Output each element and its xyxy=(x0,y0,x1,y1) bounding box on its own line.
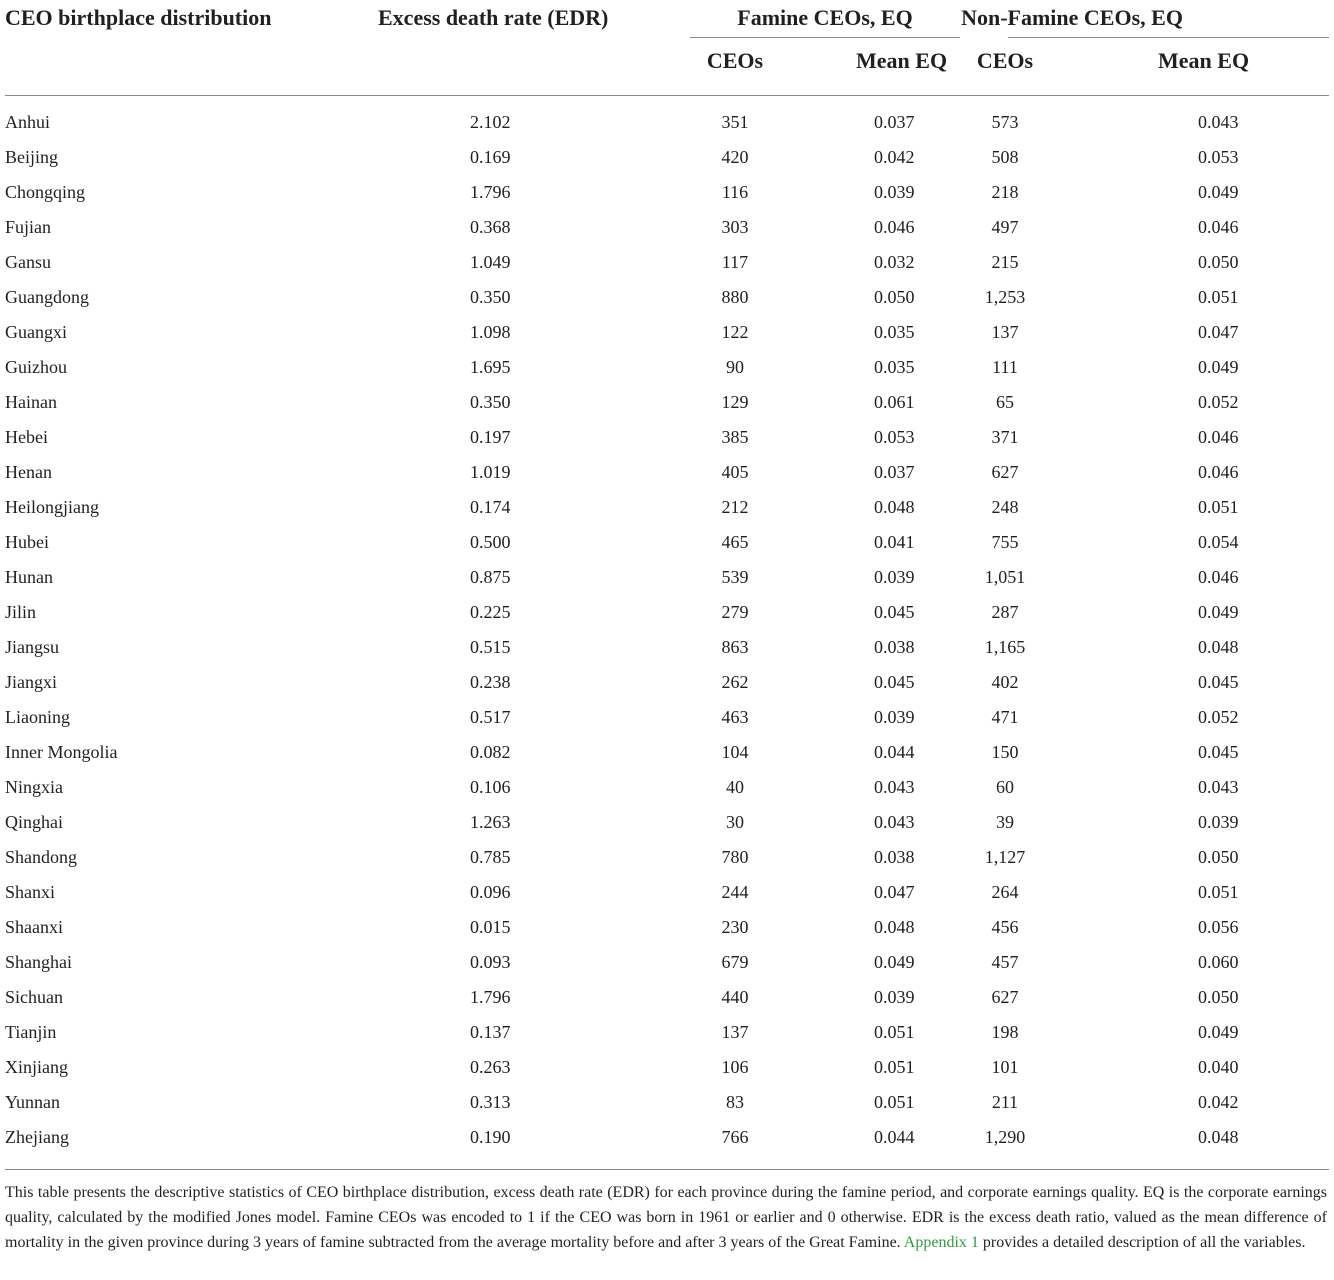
famine-ceos-cell: 420 xyxy=(721,147,749,167)
province-cell: Heilongjiang xyxy=(5,497,99,517)
non-famine-ceos-cell: 627 xyxy=(991,462,1019,482)
non-famine-ceos-cell: 1,127 xyxy=(984,847,1026,867)
province-cell: Xinjiang xyxy=(5,1057,68,1077)
non-famine-ceos-cell: 150 xyxy=(991,742,1019,762)
famine-ceos-cell: 244 xyxy=(721,882,749,902)
province-cell: Sichuan xyxy=(5,987,63,1007)
header-famine-group xyxy=(700,0,960,36)
province-cell: Shanghai xyxy=(5,952,72,972)
non-famine-ceos-cell: 137 xyxy=(991,322,1019,342)
famine-mean-eq-cell: 0.051 xyxy=(874,1057,915,1077)
province-cell: Hainan xyxy=(5,392,57,412)
header-famine-group-label: Famine CEOs, EQ xyxy=(737,5,913,30)
famine-ceos-cell: 405 xyxy=(721,462,749,482)
edr-cell: 1.049 xyxy=(470,252,511,272)
non-famine-mean-eq-cell: 0.048 xyxy=(1198,637,1239,657)
province-cell: Hubei xyxy=(5,532,49,552)
header-non-famine-group-label: Non-Famine CEOs, EQ xyxy=(961,5,1183,30)
non-famine-mean-eq-cell: 0.046 xyxy=(1198,462,1239,482)
famine-ceos-cell: 106 xyxy=(721,1057,749,1077)
table-row xyxy=(0,910,1334,945)
province-cell: Shandong xyxy=(5,847,77,867)
famine-ceos-cell: 351 xyxy=(721,112,749,132)
non-famine-ceos-cell: 287 xyxy=(991,602,1019,622)
non-famine-mean-eq-cell: 0.042 xyxy=(1198,1092,1239,1112)
non-famine-ceos-cell: 211 xyxy=(991,1092,1019,1112)
famine-mean-eq-cell: 0.045 xyxy=(874,672,915,692)
famine-ceos-cell: 880 xyxy=(721,287,749,307)
non-famine-mean-eq-cell: 0.039 xyxy=(1198,812,1239,832)
edr-cell: 1.695 xyxy=(470,357,511,377)
famine-ceos-cell: 122 xyxy=(721,322,749,342)
famine-ceos-cell: 863 xyxy=(721,637,749,657)
non-famine-mean-eq-cell: 0.048 xyxy=(1198,1127,1239,1147)
table-row xyxy=(0,105,1334,140)
famine-mean-eq-cell: 0.045 xyxy=(874,602,915,622)
edr-cell: 0.096 xyxy=(470,882,511,902)
famine-ceos-cell: 137 xyxy=(721,1022,749,1042)
non-famine-ceos-cell: 101 xyxy=(991,1057,1019,1077)
non-famine-ceos-cell: 471 xyxy=(991,707,1019,727)
table-row xyxy=(0,770,1334,805)
famine-ceos-cell: 465 xyxy=(721,532,749,552)
non-famine-mean-eq-cell: 0.043 xyxy=(1198,112,1239,132)
non-famine-mean-eq-cell: 0.050 xyxy=(1198,847,1239,867)
non-famine-mean-eq-cell: 0.040 xyxy=(1198,1057,1239,1077)
non-famine-ceos-cell: 1,051 xyxy=(984,567,1026,587)
edr-cell: 0.015 xyxy=(470,917,511,937)
non-famine-ceos-cell: 457 xyxy=(991,952,1019,972)
edr-cell: 0.082 xyxy=(470,742,511,762)
non-famine-group-rule xyxy=(1008,37,1329,38)
famine-ceos-cell: 679 xyxy=(721,952,749,972)
edr-cell: 0.174 xyxy=(470,497,511,517)
non-famine-ceos-cell: 111 xyxy=(992,357,1018,377)
table-row xyxy=(0,945,1334,980)
famine-mean-eq-cell: 0.039 xyxy=(874,707,915,727)
non-famine-ceos-cell: 60 xyxy=(996,777,1014,797)
table-row xyxy=(0,1015,1334,1050)
famine-ceos-cell: 539 xyxy=(721,567,749,587)
famine-mean-eq-cell: 0.039 xyxy=(874,182,915,202)
non-famine-ceos-cell: 65 xyxy=(996,392,1014,412)
non-famine-mean-eq-cell: 0.056 xyxy=(1198,917,1239,937)
province-cell: Gansu xyxy=(5,252,51,272)
table-row xyxy=(0,280,1334,315)
non-famine-mean-eq-cell: 0.046 xyxy=(1198,427,1239,447)
header-non-famine-ceos: CEOs xyxy=(976,48,1034,73)
non-famine-mean-eq-cell: 0.043 xyxy=(1198,777,1239,797)
edr-cell: 1.796 xyxy=(470,182,511,202)
famine-mean-eq-cell: 0.047 xyxy=(874,882,915,902)
province-cell: Hunan xyxy=(5,567,53,587)
table-row xyxy=(0,840,1334,875)
table-row xyxy=(0,595,1334,630)
famine-ceos-cell: 129 xyxy=(721,392,749,412)
non-famine-ceos-cell: 402 xyxy=(991,672,1019,692)
famine-ceos-cell: 385 xyxy=(721,427,749,447)
famine-ceos-cell: 230 xyxy=(721,917,749,937)
province-cell: Chongqing xyxy=(5,182,86,202)
non-famine-mean-eq-cell: 0.049 xyxy=(1198,602,1239,622)
table-row xyxy=(0,175,1334,210)
table-row xyxy=(0,1050,1334,1085)
non-famine-ceos-cell: 755 xyxy=(991,532,1019,552)
province-cell: Guizhou xyxy=(5,357,67,377)
province-cell: Jilin xyxy=(5,602,37,622)
non-famine-ceos-cell: 248 xyxy=(991,497,1019,517)
province-cell: Shanxi xyxy=(5,882,56,902)
header-edr: Excess death rate (EDR) xyxy=(378,5,609,30)
famine-mean-eq-cell: 0.061 xyxy=(874,392,915,412)
famine-mean-eq-cell: 0.042 xyxy=(874,147,915,167)
non-famine-mean-eq-cell: 0.053 xyxy=(1198,147,1239,167)
non-famine-ceos-cell: 456 xyxy=(991,917,1019,937)
footnote-text: This table presents the descriptive statistics of CEO birthplace distribution, excess death rate (EDR) for each province during the famine period, and corporate earnings quality. EQ is the corporate earnings quality, calculated by the modified Jones model. Famine CEOs was encoded to 1 if the CEO was born in 1961 or earlier and 0 otherwise. EDR is the excess death ratio, valued as the mean difference of mortality in the given province during 3 years of famine subtracted from the average mortality before and after 3 years of the Great Famine. xyxy=(5,1184,1327,1251)
non-famine-ceos-cell: 573 xyxy=(991,112,1019,132)
province-cell: Anhui xyxy=(5,112,50,132)
edr-cell: 0.238 xyxy=(470,672,511,692)
non-famine-ceos-cell: 371 xyxy=(991,427,1019,447)
non-famine-mean-eq-cell: 0.051 xyxy=(1198,882,1239,902)
non-famine-ceos-cell: 1,253 xyxy=(984,287,1026,307)
edr-cell: 0.875 xyxy=(470,567,511,587)
footer-rule xyxy=(5,1169,1329,1170)
province-cell: Zhejiang xyxy=(5,1127,69,1147)
famine-mean-eq-cell: 0.037 xyxy=(874,112,915,132)
table-row xyxy=(0,350,1334,385)
edr-cell: 1.098 xyxy=(470,322,511,342)
footnote-tail: provides a detailed description of all the variables. xyxy=(982,1234,1306,1251)
famine-ceos-cell: 279 xyxy=(721,602,749,622)
table-row xyxy=(0,805,1334,840)
non-famine-mean-eq-cell: 0.052 xyxy=(1198,392,1239,412)
table-row xyxy=(0,1120,1334,1155)
table-row xyxy=(0,630,1334,665)
edr-cell: 0.169 xyxy=(470,147,511,167)
non-famine-mean-eq-cell: 0.051 xyxy=(1198,287,1239,307)
province-cell: Shaanxi xyxy=(5,917,63,937)
famine-ceos-cell: 780 xyxy=(721,847,749,867)
famine-mean-eq-cell: 0.053 xyxy=(874,427,915,447)
non-famine-ceos-cell: 39 xyxy=(996,812,1014,832)
edr-cell: 2.102 xyxy=(470,112,511,132)
table-row xyxy=(0,385,1334,420)
non-famine-mean-eq-cell: 0.052 xyxy=(1198,707,1239,727)
non-famine-mean-eq-cell: 0.054 xyxy=(1198,532,1239,552)
table-row xyxy=(0,700,1334,735)
edr-cell: 0.350 xyxy=(470,287,511,307)
famine-mean-eq-cell: 0.039 xyxy=(874,987,915,1007)
edr-cell: 0.225 xyxy=(470,602,511,622)
province-cell: Henan xyxy=(5,462,52,482)
province-cell: Jiangxi xyxy=(5,672,57,692)
famine-ceos-cell: 116 xyxy=(721,182,749,202)
edr-cell: 0.197 xyxy=(470,427,511,447)
edr-cell: 0.368 xyxy=(470,217,511,237)
edr-cell: 0.190 xyxy=(470,1127,511,1147)
famine-mean-eq-cell: 0.043 xyxy=(874,812,915,832)
table-row xyxy=(0,245,1334,280)
appendix-link[interactable]: Appendix 1 xyxy=(903,1234,979,1251)
famine-ceos-cell: 90 xyxy=(726,357,744,377)
famine-mean-eq-cell: 0.049 xyxy=(874,952,915,972)
table-row xyxy=(0,560,1334,595)
non-famine-mean-eq-cell: 0.046 xyxy=(1198,567,1239,587)
table-body xyxy=(0,105,1334,1155)
non-famine-mean-eq-cell: 0.060 xyxy=(1198,952,1239,972)
header-province: CEO birthplace distribution xyxy=(5,5,272,30)
table-row xyxy=(0,315,1334,350)
non-famine-mean-eq-cell: 0.050 xyxy=(1198,252,1239,272)
header-blank xyxy=(340,36,700,86)
famine-ceos-cell: 40 xyxy=(726,777,744,797)
edr-cell: 0.785 xyxy=(470,847,511,867)
edr-cell: 0.093 xyxy=(470,952,511,972)
edr-cell: 1.019 xyxy=(470,462,511,482)
non-famine-mean-eq-cell: 0.050 xyxy=(1198,987,1239,1007)
table-row xyxy=(0,525,1334,560)
famine-ceos-cell: 463 xyxy=(721,707,749,727)
famine-mean-eq-cell: 0.044 xyxy=(874,742,915,762)
famine-ceos-cell: 262 xyxy=(721,672,749,692)
famine-mean-eq-cell: 0.050 xyxy=(874,287,915,307)
non-famine-mean-eq-cell: 0.049 xyxy=(1198,182,1239,202)
famine-mean-eq-cell: 0.046 xyxy=(874,217,915,237)
non-famine-ceos-cell: 198 xyxy=(991,1022,1019,1042)
header-blank xyxy=(0,36,340,86)
famine-ceos-cell: 83 xyxy=(726,1092,744,1112)
edr-cell: 1.263 xyxy=(470,812,511,832)
famine-ceos-cell: 117 xyxy=(721,252,749,272)
famine-ceos-cell: 30 xyxy=(726,812,744,832)
edr-cell: 0.137 xyxy=(470,1022,511,1042)
province-cell: Guangdong xyxy=(5,287,89,307)
header-rule xyxy=(5,95,1329,96)
non-famine-mean-eq-cell: 0.045 xyxy=(1198,672,1239,692)
edr-cell: 0.106 xyxy=(470,777,511,797)
header-famine-mean-eq: Mean EQ xyxy=(856,48,948,73)
province-cell: Guangxi xyxy=(5,322,67,342)
table-row xyxy=(0,875,1334,910)
famine-mean-eq-cell: 0.039 xyxy=(874,567,915,587)
famine-ceos-cell: 766 xyxy=(721,1127,749,1147)
table-row xyxy=(0,735,1334,770)
famine-group-rule xyxy=(690,37,960,38)
famine-mean-eq-cell: 0.035 xyxy=(874,357,915,377)
header-famine-ceos: CEOs xyxy=(706,48,764,73)
famine-mean-eq-cell: 0.038 xyxy=(874,847,915,867)
non-famine-mean-eq-cell: 0.045 xyxy=(1198,742,1239,762)
famine-mean-eq-cell: 0.044 xyxy=(874,1127,915,1147)
province-cell: Ningxia xyxy=(5,777,63,797)
famine-mean-eq-cell: 0.048 xyxy=(874,917,915,937)
province-cell: Yunnan xyxy=(5,1092,60,1112)
famine-mean-eq-cell: 0.038 xyxy=(874,637,915,657)
famine-mean-eq-cell: 0.035 xyxy=(874,322,915,342)
non-famine-mean-eq-cell: 0.049 xyxy=(1198,357,1239,377)
edr-cell: 1.796 xyxy=(470,987,511,1007)
table-row xyxy=(0,490,1334,525)
non-famine-mean-eq-cell: 0.046 xyxy=(1198,217,1239,237)
edr-cell: 0.515 xyxy=(470,637,511,657)
non-famine-mean-eq-cell: 0.049 xyxy=(1198,1022,1239,1042)
table-footnote xyxy=(5,1180,1327,1255)
edr-cell: 0.263 xyxy=(470,1057,511,1077)
famine-ceos-cell: 303 xyxy=(721,217,749,237)
famine-ceos-cell: 212 xyxy=(721,497,749,517)
edr-cell: 0.500 xyxy=(470,532,511,552)
province-cell: Tianjin xyxy=(5,1022,57,1042)
famine-ceos-cell: 440 xyxy=(721,987,749,1007)
province-cell: Jiangsu xyxy=(5,637,59,657)
edr-cell: 0.517 xyxy=(470,707,511,727)
non-famine-ceos-cell: 627 xyxy=(991,987,1019,1007)
non-famine-ceos-cell: 497 xyxy=(991,217,1019,237)
non-famine-ceos-cell: 218 xyxy=(991,182,1019,202)
non-famine-ceos-cell: 1,165 xyxy=(984,637,1026,657)
non-famine-ceos-cell: 1,290 xyxy=(984,1127,1026,1147)
famine-mean-eq-cell: 0.032 xyxy=(874,252,915,272)
non-famine-ceos-cell: 215 xyxy=(991,252,1019,272)
famine-mean-eq-cell: 0.037 xyxy=(874,462,915,482)
famine-mean-eq-cell: 0.048 xyxy=(874,497,915,517)
province-cell: Fujian xyxy=(5,217,52,237)
province-cell: Inner Mongolia xyxy=(5,742,118,762)
table-row xyxy=(0,980,1334,1015)
edr-cell: 0.313 xyxy=(470,1092,511,1112)
header-non-famine-mean-eq: Mean EQ xyxy=(1158,48,1250,73)
table-row xyxy=(0,455,1334,490)
province-cell: Beijing xyxy=(5,147,58,167)
table-row xyxy=(0,420,1334,455)
table-row xyxy=(0,140,1334,175)
table-row xyxy=(0,210,1334,245)
famine-mean-eq-cell: 0.043 xyxy=(874,777,915,797)
province-cell: Hebei xyxy=(5,427,48,447)
table-row xyxy=(0,665,1334,700)
non-famine-mean-eq-cell: 0.051 xyxy=(1198,497,1239,517)
edr-cell: 0.350 xyxy=(470,392,511,412)
non-famine-ceos-cell: 264 xyxy=(991,882,1019,902)
table-row xyxy=(0,1085,1334,1120)
non-famine-ceos-cell: 508 xyxy=(991,147,1019,167)
famine-mean-eq-cell: 0.051 xyxy=(874,1022,915,1042)
province-cell: Liaoning xyxy=(5,707,70,727)
province-cell: Qinghai xyxy=(5,812,63,832)
non-famine-mean-eq-cell: 0.047 xyxy=(1198,322,1239,342)
famine-mean-eq-cell: 0.041 xyxy=(874,532,915,552)
famine-ceos-cell: 104 xyxy=(721,742,749,762)
header-non-famine-group xyxy=(960,0,1334,36)
famine-mean-eq-cell: 0.051 xyxy=(874,1092,915,1112)
